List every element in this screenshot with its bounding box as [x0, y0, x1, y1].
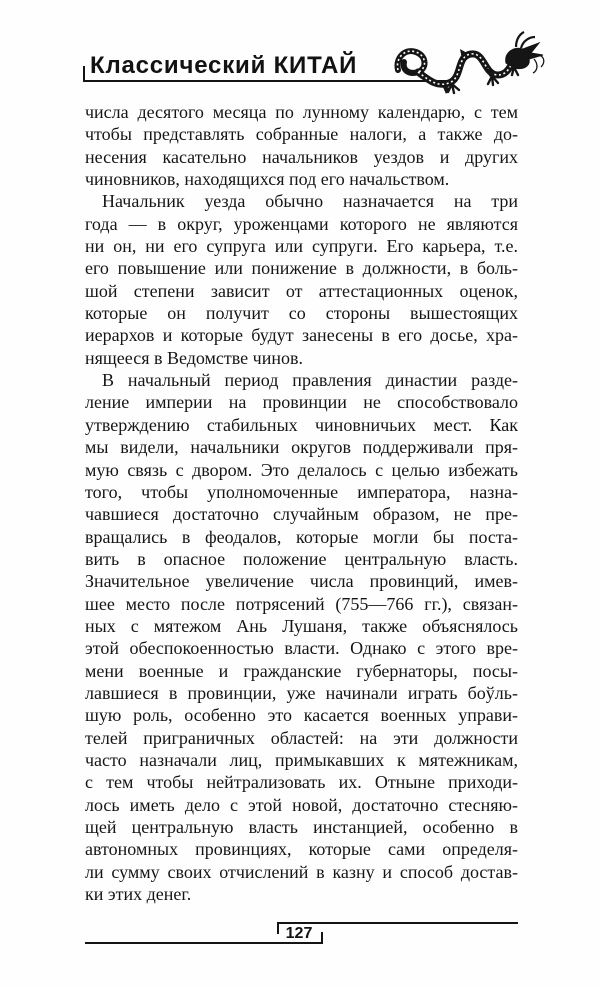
- text-line: ли сумму своих отчислений в казну и способ достав-: [85, 861, 518, 882]
- text-line: шую роль, особенно это касается военных управи-: [85, 705, 518, 726]
- text-line: лось иметь дело с этой новой, достаточно стесняю-: [85, 794, 518, 815]
- text-line: ки этих денег.: [85, 884, 192, 905]
- text-line: ных с мятежом Ань Лушаня, также объяснялось: [85, 615, 518, 636]
- dragon-icon: [392, 28, 546, 96]
- text-line: нящееся в Ведомстве чинов.: [85, 347, 303, 368]
- text-line: ление империи на провинции не способствовало: [85, 392, 518, 413]
- footer-rule-bottom-tick: [321, 932, 323, 944]
- page-number: 127: [285, 925, 313, 942]
- text-line: года — в округ, уроженцами которого не являются: [85, 213, 518, 234]
- text-line: мы видели, начальники округов поддерживали пря-: [85, 437, 518, 458]
- text-line: щей центральную власть инстанцией, особенно в: [85, 817, 518, 837]
- running-head-title: Классический КИТАЙ: [90, 52, 358, 79]
- text-line: числа десятого месяца по лунному календарю, с тем: [85, 102, 518, 122]
- text-line: автономных провинциях, которые сами определя-: [85, 839, 518, 860]
- text-line: шой степени зависит от аттестационных оценок,: [85, 280, 518, 301]
- text-line: мую связь с двором. Это делалось с целью избежать: [85, 459, 518, 480]
- text-line: В начальный период правления династии разде-: [102, 370, 518, 391]
- text-line: утверждению стабильных чиновничьих мест. Как: [85, 414, 518, 435]
- text-line: его повышение или понижение в должности, в боль-: [85, 258, 518, 279]
- text-line: с тем чтобы нейтрализовать их. Отныне приходи-: [85, 772, 518, 793]
- text-line: лавшиеся в провинции, уже начинали играть боўль-: [85, 682, 518, 703]
- text-line: того, чтобы уполномоченные императора, назна-: [85, 481, 518, 502]
- text-line: которые он получит со стороны вышестоящих: [85, 303, 518, 324]
- body-text: [85, 101, 518, 905]
- text-line: вращались в феодалов, которые могли бы поста-: [85, 526, 518, 547]
- text-line: мени военные и гражданские губернаторы, посы-: [85, 660, 518, 681]
- text-line: несения касательно начальников уездов и других: [85, 146, 518, 167]
- text-line: шее место после потрясений (755—766 гг.), связан-: [85, 593, 518, 614]
- text-line: часто назначали лиц, примыкавших к мятежникам,: [85, 749, 518, 770]
- text-line: ни он, ни его супруга или супруги. Его карьера, т.е.: [85, 236, 518, 257]
- text-line: чавшиеся достаточно случайным образом, не пре-: [85, 504, 518, 525]
- text-line: иерархов и которые будут занесены в его досье, хра-: [85, 325, 518, 346]
- text-line: чиновников, находящихся под его начальством.: [85, 169, 450, 190]
- text-line: Начальник уезда обычно назначается на три: [102, 191, 518, 212]
- footer-rule-top: [277, 922, 518, 924]
- text-line: телей приграничных областей: на эти должности: [85, 727, 518, 748]
- text-line: чтобы представлять собранные налоги, а также до-: [85, 124, 518, 145]
- text-line: этой обеспокоенностью власти. Однако с этого вре-: [85, 638, 518, 659]
- text-line: вить в опасное положение центральную власть.: [85, 548, 518, 569]
- text-line: Значительное увеличение числа провинций, имев-: [85, 571, 518, 592]
